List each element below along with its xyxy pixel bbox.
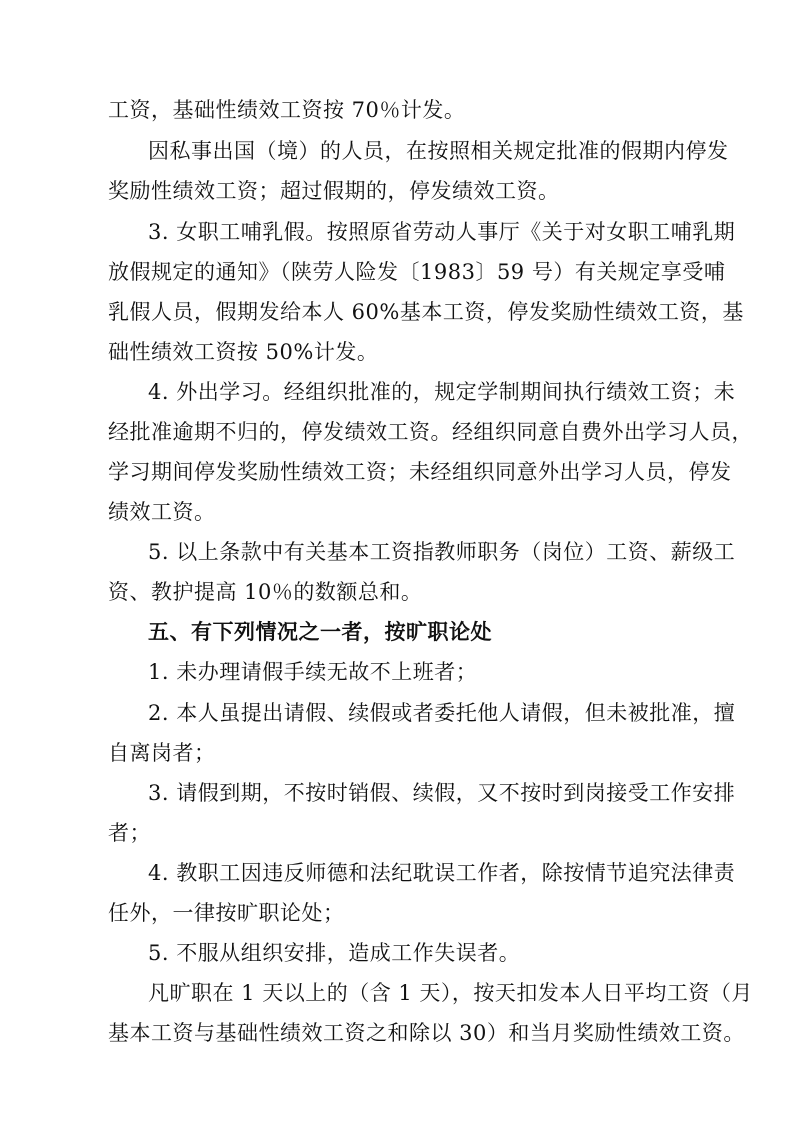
text-line: 放假规定的通知》（陕劳人险发〔1983〕59 号）有关规定享受哺 [108,260,726,284]
text-line: 2. 本人虽提出请假、续假或者委托他人请假，但未被批准，擅 [148,701,736,725]
text-line: 4. 外出学习。经组织批准的，规定学制期间执行绩效工资；未 [148,380,736,404]
text-line: 础性绩效工资按 50%计发。 [108,340,379,364]
text-line: 资、教护提高 10％的数额总和。 [108,580,423,604]
text-line: 5. 不服从组织安排，造成工作失误者。 [148,941,521,965]
text-line: 基本工资与基础性绩效工资之和除以 30）和当月奖励性绩效工资。 [108,1021,745,1045]
text-line: 5. 以上条款中有关基本工资指教师职务（岗位）工资、薪级工 [148,540,736,564]
text-line: 者； [108,821,151,845]
text-line: 自离岗者； [108,741,216,765]
text-line: 任外，一律按旷职论处； [108,901,345,925]
text-line: 4. 教职工因违反师德和法纪耽误工作者，除按情节追究法律责 [148,861,736,885]
text-line: 因私事出国（境）的人员，在按照相关规定批准的假期内停发 [148,139,729,163]
text-line: 绩效工资。 [108,500,216,524]
text-line: 凡旷职在 1 天以上的（含 1 天），按天扣发本人日平均工资（月 [148,981,753,1005]
text-line: 经批准逾期不归的，停发绩效工资。经组织同意自费外出学习人员， [108,420,753,444]
text-line: 乳假人员，假期发给本人 60%基本工资，停发奖励性绩效工资，基 [108,300,744,324]
section-heading: 五、有下列情况之一者，按旷职论处 [148,619,492,644]
text-line: 学习期间停发奖励性绩效工资；未经组织同意外出学习人员，停发 [108,460,732,484]
text-line: 3. 请假到期，不按时销假、续假，又不按时到岗接受工作安排 [148,781,736,805]
text-line: 3. 女职工哺乳假。按照原省劳动人事厅《关于对女职工哺乳期 [148,220,736,244]
text-line: 1. 未办理请假手续无故不上班者； [148,660,478,684]
text-line: 奖励性绩效工资；超过假期的，停发绩效工资。 [108,179,560,203]
text-line: 工资，基础性绩效工资按 70％计发。 [108,98,466,122]
